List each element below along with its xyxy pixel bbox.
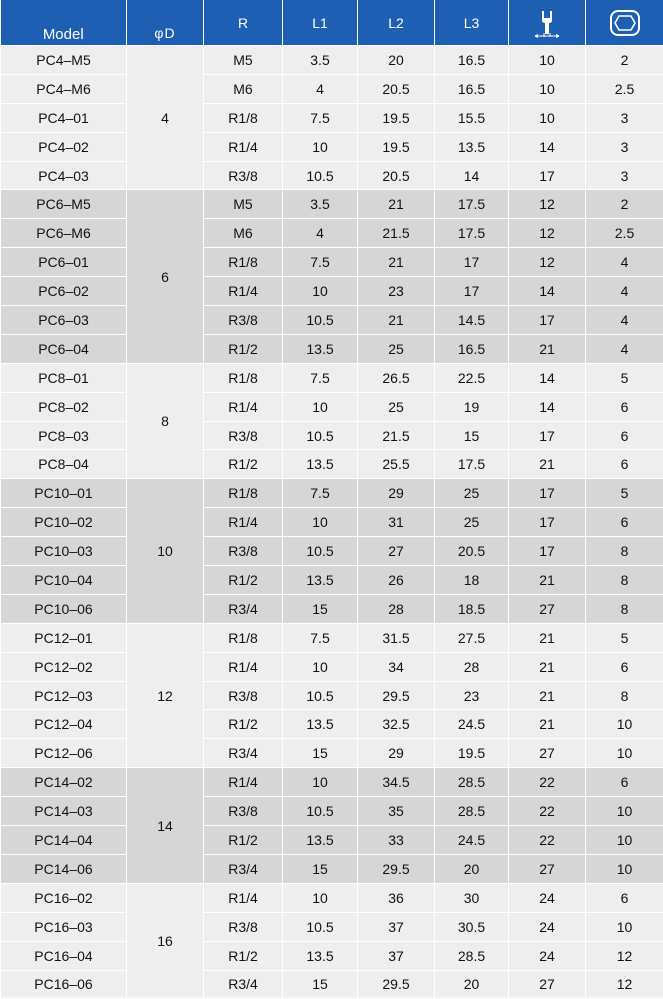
table-row <box>1 248 663 277</box>
cell-r: R1/4 <box>204 508 283 537</box>
cell-r: R3/8 <box>204 306 283 335</box>
cell-r: R3/8 <box>204 797 283 826</box>
table-row <box>1 768 663 797</box>
cell-l1: 4 <box>283 219 358 248</box>
cell-l2: 35 <box>358 797 435 826</box>
cell-l1: 3.5 <box>283 190 358 219</box>
cell-l1: 10 <box>283 652 358 681</box>
table-row <box>1 681 663 710</box>
cell-r: R1/2 <box>204 941 283 970</box>
cell-model: PC12–03 <box>1 681 127 710</box>
cell-wrench-size: 27 <box>509 594 586 623</box>
cell-l1: 10.5 <box>283 161 358 190</box>
cell-l3: 17.5 <box>435 190 509 219</box>
cell-l1: 3.5 <box>283 46 358 75</box>
cell-l1: 10 <box>283 132 358 161</box>
table-row <box>1 508 663 537</box>
cell-wrench-size: 14 <box>509 277 586 306</box>
cell-l3: 27.5 <box>435 623 509 652</box>
cell-wrench-size: 22 <box>509 826 586 855</box>
cell-hex-size: 6 <box>586 421 663 450</box>
cell-r: R3/4 <box>204 854 283 883</box>
cell-hex-size: 2.5 <box>586 74 663 103</box>
cell-hex-size: 6 <box>586 768 663 797</box>
cell-wrench-size: 27 <box>509 854 586 883</box>
cell-model: PC14–04 <box>1 826 127 855</box>
cell-wrench-size: 21 <box>509 681 586 710</box>
cell-l1: 10 <box>283 883 358 912</box>
cell-l1: 15 <box>283 854 358 883</box>
cell-l2: 36 <box>358 883 435 912</box>
cell-l1: 7.5 <box>283 363 358 392</box>
cell-l3: 14 <box>435 161 509 190</box>
cell-l2: 21.5 <box>358 421 435 450</box>
cell-l1: 13.5 <box>283 710 358 739</box>
cell-l1: 13.5 <box>283 334 358 363</box>
cell-model: PC12–04 <box>1 710 127 739</box>
cell-model: PC14–02 <box>1 768 127 797</box>
cell-l1: 10.5 <box>283 912 358 941</box>
cell-l1: 13.5 <box>283 450 358 479</box>
cell-hex-size: 3 <box>586 103 663 132</box>
cell-wrench-size: 12 <box>509 248 586 277</box>
cell-wrench-size: 14 <box>509 392 586 421</box>
cell-r: R1/2 <box>204 710 283 739</box>
cell-hex-size: 2 <box>586 46 663 75</box>
col-header-wrench <box>509 0 586 46</box>
table-row <box>1 132 663 161</box>
table-row <box>1 739 663 768</box>
cell-l2: 33 <box>358 826 435 855</box>
cell-l1: 10 <box>283 768 358 797</box>
cell-r: R1/4 <box>204 768 283 797</box>
col-header-l2: L2 <box>358 0 435 46</box>
cell-r: R1/8 <box>204 103 283 132</box>
cell-d: 12 <box>127 623 204 767</box>
cell-l2: 31 <box>358 508 435 537</box>
cell-model: PC6–04 <box>1 334 127 363</box>
cell-wrench-size: 27 <box>509 739 586 768</box>
cell-wrench-size: 22 <box>509 768 586 797</box>
cell-wrench-size: 27 <box>509 970 586 999</box>
open-wrench-icon <box>532 8 562 38</box>
table-row <box>1 710 663 739</box>
cell-model: PC6–02 <box>1 277 127 306</box>
cell-l1: 10.5 <box>283 681 358 710</box>
cell-wrench-size: 10 <box>509 74 586 103</box>
cell-r: R1/4 <box>204 132 283 161</box>
table-row <box>1 594 663 623</box>
table-row <box>1 46 663 75</box>
cell-l3: 20.5 <box>435 537 509 566</box>
cell-hex-size: 8 <box>586 566 663 595</box>
cell-l2: 26.5 <box>358 363 435 392</box>
table-row <box>1 652 663 681</box>
cell-r: M5 <box>204 190 283 219</box>
cell-r: R3/8 <box>204 421 283 450</box>
cell-r: R3/4 <box>204 739 283 768</box>
cell-l2: 28 <box>358 594 435 623</box>
table-row <box>1 306 663 335</box>
hex-socket-icon <box>608 8 642 38</box>
cell-l1: 10.5 <box>283 537 358 566</box>
table-row <box>1 566 663 595</box>
cell-l1: 10 <box>283 392 358 421</box>
cell-hex-size: 10 <box>586 739 663 768</box>
cell-l3: 23 <box>435 681 509 710</box>
cell-model: PC12–02 <box>1 652 127 681</box>
cell-model: PC10–01 <box>1 479 127 508</box>
cell-r: R1/8 <box>204 363 283 392</box>
cell-l3: 24.5 <box>435 710 509 739</box>
cell-wrench-size: 22 <box>509 797 586 826</box>
cell-hex-size: 6 <box>586 652 663 681</box>
table-row <box>1 219 663 248</box>
cell-l2: 25.5 <box>358 450 435 479</box>
cell-l3: 18.5 <box>435 594 509 623</box>
cell-wrench-size: 17 <box>509 537 586 566</box>
table-row <box>1 450 663 479</box>
cell-l3: 28 <box>435 652 509 681</box>
cell-l1: 13.5 <box>283 566 358 595</box>
cell-wrench-size: 21 <box>509 450 586 479</box>
cell-r: R3/8 <box>204 161 283 190</box>
cell-model: PC8–03 <box>1 421 127 450</box>
cell-hex-size: 8 <box>586 681 663 710</box>
cell-wrench-size: 14 <box>509 363 586 392</box>
table-row <box>1 479 663 508</box>
cell-model: PC8–02 <box>1 392 127 421</box>
cell-r: R1/4 <box>204 392 283 421</box>
table-row <box>1 190 663 219</box>
cell-model: PC4–02 <box>1 132 127 161</box>
cell-hex-size: 8 <box>586 537 663 566</box>
cell-l3: 17 <box>435 277 509 306</box>
cell-d: 6 <box>127 190 204 363</box>
cell-l1: 10.5 <box>283 797 358 826</box>
table-row <box>1 941 663 970</box>
cell-model: PC16–06 <box>1 970 127 999</box>
cell-l2: 29.5 <box>358 854 435 883</box>
cell-r: R3/8 <box>204 912 283 941</box>
table-row <box>1 826 663 855</box>
cell-l1: 10 <box>283 277 358 306</box>
table-row <box>1 912 663 941</box>
cell-l1: 10.5 <box>283 421 358 450</box>
cell-model: PC4–M5 <box>1 46 127 75</box>
cell-hex-size: 10 <box>586 826 663 855</box>
cell-hex-size: 10 <box>586 797 663 826</box>
cell-l3: 22.5 <box>435 363 509 392</box>
cell-l3: 24.5 <box>435 826 509 855</box>
cell-wrench-size: 17 <box>509 161 586 190</box>
cell-model: PC14–06 <box>1 854 127 883</box>
cell-l2: 21 <box>358 306 435 335</box>
cell-hex-size: 12 <box>586 970 663 999</box>
cell-d: 4 <box>127 46 204 190</box>
cell-hex-size: 12 <box>586 941 663 970</box>
cell-hex-size: 6 <box>586 508 663 537</box>
cell-wrench-size: 21 <box>509 652 586 681</box>
cell-model: PC4–01 <box>1 103 127 132</box>
table-row <box>1 970 663 999</box>
table-row <box>1 277 663 306</box>
cell-l3: 25 <box>435 479 509 508</box>
cell-l1: 13.5 <box>283 941 358 970</box>
cell-l1: 15 <box>283 970 358 999</box>
cell-model: PC10–04 <box>1 566 127 595</box>
cell-wrench-size: 17 <box>509 421 586 450</box>
col-header-hex <box>586 0 663 46</box>
cell-l2: 25 <box>358 334 435 363</box>
cell-l3: 17 <box>435 248 509 277</box>
cell-l3: 16.5 <box>435 46 509 75</box>
cell-wrench-size: 17 <box>509 508 586 537</box>
cell-r: M6 <box>204 74 283 103</box>
cell-l1: 7.5 <box>283 103 358 132</box>
cell-r: R3/8 <box>204 537 283 566</box>
cell-model: PC16–04 <box>1 941 127 970</box>
col-header-r: R <box>204 0 283 46</box>
cell-l1: 10.5 <box>283 306 358 335</box>
cell-model: PC12–01 <box>1 623 127 652</box>
cell-l2: 20.5 <box>358 74 435 103</box>
cell-d: 8 <box>127 363 204 479</box>
cell-l3: 20 <box>435 970 509 999</box>
cell-l3: 15 <box>435 421 509 450</box>
cell-model: PC6–01 <box>1 248 127 277</box>
cell-l2: 31.5 <box>358 623 435 652</box>
cell-model: PC4–03 <box>1 161 127 190</box>
cell-l2: 29 <box>358 479 435 508</box>
cell-hex-size: 10 <box>586 710 663 739</box>
cell-wrench-size: 24 <box>509 912 586 941</box>
cell-hex-size: 8 <box>586 594 663 623</box>
table-row <box>1 392 663 421</box>
cell-wrench-size: 10 <box>509 46 586 75</box>
cell-hex-size: 6 <box>586 450 663 479</box>
cell-wrench-size: 24 <box>509 941 586 970</box>
cell-l3: 28.5 <box>435 768 509 797</box>
cell-l2: 20.5 <box>358 161 435 190</box>
cell-l1: 15 <box>283 739 358 768</box>
cell-l1: 13.5 <box>283 826 358 855</box>
col-header-d: φD <box>127 0 204 46</box>
cell-r: M6 <box>204 219 283 248</box>
cell-hex-size: 4 <box>586 334 663 363</box>
table-row <box>1 883 663 912</box>
cell-l1: 7.5 <box>283 623 358 652</box>
cell-r: R1/8 <box>204 479 283 508</box>
cell-model: PC8–04 <box>1 450 127 479</box>
col-header-l1: L1 <box>283 0 358 46</box>
cell-wrench-size: 21 <box>509 710 586 739</box>
cell-l3: 15.5 <box>435 103 509 132</box>
table-row <box>1 623 663 652</box>
cell-hex-size: 4 <box>586 277 663 306</box>
cell-r: R3/4 <box>204 970 283 999</box>
cell-l2: 26 <box>358 566 435 595</box>
cell-model: PC10–03 <box>1 537 127 566</box>
cell-wrench-size: 14 <box>509 132 586 161</box>
cell-l2: 19.5 <box>358 103 435 132</box>
cell-l3: 13.5 <box>435 132 509 161</box>
cell-l2: 32.5 <box>358 710 435 739</box>
cell-l3: 28.5 <box>435 797 509 826</box>
cell-l3: 17.5 <box>435 219 509 248</box>
cell-l1: 7.5 <box>283 248 358 277</box>
cell-r: R1/2 <box>204 826 283 855</box>
cell-l2: 21.5 <box>358 219 435 248</box>
table-row <box>1 103 663 132</box>
col-header-model: Model <box>1 0 127 46</box>
cell-model: PC10–02 <box>1 508 127 537</box>
cell-l1: 10 <box>283 508 358 537</box>
cell-hex-size: 4 <box>586 306 663 335</box>
cell-l2: 29.5 <box>358 681 435 710</box>
cell-hex-size: 6 <box>586 883 663 912</box>
cell-model: PC4–M6 <box>1 74 127 103</box>
cell-r: R1/2 <box>204 450 283 479</box>
cell-wrench-size: 24 <box>509 883 586 912</box>
cell-l3: 30.5 <box>435 912 509 941</box>
cell-l1: 4 <box>283 74 358 103</box>
cell-r: R1/4 <box>204 883 283 912</box>
cell-wrench-size: 21 <box>509 623 586 652</box>
cell-model: PC10–06 <box>1 594 127 623</box>
cell-l3: 19 <box>435 392 509 421</box>
cell-l2: 19.5 <box>358 132 435 161</box>
cell-l2: 21 <box>358 190 435 219</box>
cell-l3: 17.5 <box>435 450 509 479</box>
table-row <box>1 363 663 392</box>
table-row <box>1 74 663 103</box>
cell-r: R1/8 <box>204 248 283 277</box>
cell-hex-size: 3 <box>586 161 663 190</box>
cell-model: PC6–M5 <box>1 190 127 219</box>
cell-l2: 23 <box>358 277 435 306</box>
cell-d: 10 <box>127 479 204 623</box>
cell-l2: 37 <box>358 912 435 941</box>
cell-r: R3/4 <box>204 594 283 623</box>
table-row <box>1 421 663 450</box>
cell-l2: 25 <box>358 392 435 421</box>
cell-model: PC16–02 <box>1 883 127 912</box>
cell-r: R1/2 <box>204 566 283 595</box>
table-row <box>1 797 663 826</box>
cell-wrench-size: 17 <box>509 306 586 335</box>
cell-l3: 20 <box>435 854 509 883</box>
header-row <box>1 0 663 46</box>
cell-model: PC6–M6 <box>1 219 127 248</box>
cell-hex-size: 6 <box>586 392 663 421</box>
cell-model: PC8–01 <box>1 363 127 392</box>
cell-l3: 14.5 <box>435 306 509 335</box>
cell-r: R1/4 <box>204 277 283 306</box>
cell-r: R1/2 <box>204 334 283 363</box>
cell-r: R3/8 <box>204 681 283 710</box>
cell-l3: 19.5 <box>435 739 509 768</box>
cell-wrench-size: 17 <box>509 479 586 508</box>
cell-wrench-size: 10 <box>509 103 586 132</box>
table-row <box>1 854 663 883</box>
cell-l2: 37 <box>358 941 435 970</box>
cell-d: 16 <box>127 883 204 999</box>
col-header-l3: L3 <box>435 0 509 46</box>
cell-hex-size: 10 <box>586 912 663 941</box>
cell-l2: 21 <box>358 248 435 277</box>
table-row <box>1 334 663 363</box>
cell-wrench-size: 12 <box>509 219 586 248</box>
cell-l1: 7.5 <box>283 479 358 508</box>
cell-model: PC6–03 <box>1 306 127 335</box>
cell-r: M5 <box>204 46 283 75</box>
cell-hex-size: 2 <box>586 190 663 219</box>
cell-r: R1/8 <box>204 623 283 652</box>
cell-l2: 34 <box>358 652 435 681</box>
cell-l3: 16.5 <box>435 334 509 363</box>
cell-wrench-size: 21 <box>509 334 586 363</box>
cell-l3: 30 <box>435 883 509 912</box>
cell-hex-size: 5 <box>586 363 663 392</box>
cell-model: PC12–06 <box>1 739 127 768</box>
table-row <box>1 161 663 190</box>
cell-wrench-size: 12 <box>509 190 586 219</box>
cell-hex-size: 5 <box>586 623 663 652</box>
table-row <box>1 537 663 566</box>
cell-l2: 34.5 <box>358 768 435 797</box>
cell-l3: 25 <box>435 508 509 537</box>
cell-r: R1/4 <box>204 652 283 681</box>
cell-l2: 29 <box>358 739 435 768</box>
cell-model: PC16–03 <box>1 912 127 941</box>
cell-l3: 28.5 <box>435 941 509 970</box>
cell-l3: 18 <box>435 566 509 595</box>
cell-l3: 16.5 <box>435 74 509 103</box>
cell-model: PC14–03 <box>1 797 127 826</box>
cell-hex-size: 4 <box>586 248 663 277</box>
cell-l2: 29.5 <box>358 970 435 999</box>
cell-hex-size: 3 <box>586 132 663 161</box>
cell-l2: 20 <box>358 46 435 75</box>
cell-d: 14 <box>127 768 204 884</box>
cell-hex-size: 5 <box>586 479 663 508</box>
cell-l2: 27 <box>358 537 435 566</box>
cell-hex-size: 2.5 <box>586 219 663 248</box>
cell-l1: 15 <box>283 594 358 623</box>
cell-wrench-size: 21 <box>509 566 586 595</box>
cell-hex-size: 10 <box>586 854 663 883</box>
